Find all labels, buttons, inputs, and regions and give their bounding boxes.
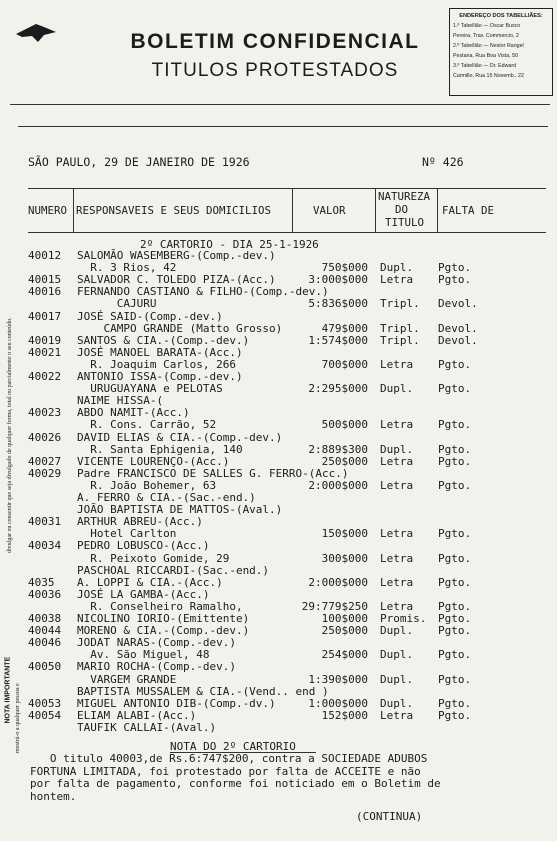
col-divider bbox=[73, 188, 74, 233]
row-responsavel: MARIO ROCHA-(Comp.-dev.) bbox=[77, 660, 236, 674]
row-valor: 3:000$000 bbox=[308, 273, 368, 287]
row-number: 40031 bbox=[28, 515, 62, 529]
side-label: NOTA IMPORTANTE bbox=[4, 656, 12, 724]
row-falta: Pgto. bbox=[438, 648, 472, 662]
row-responsavel: Av. São Miguel, 48 bbox=[77, 648, 210, 662]
row-falta: Pgto. bbox=[438, 418, 472, 432]
row-natureza: Letra bbox=[380, 599, 414, 613]
bulletin-number: Nº 426 bbox=[422, 155, 464, 169]
row-number: 40046 bbox=[28, 636, 62, 650]
row-falta: Pgto. bbox=[438, 551, 472, 565]
row-valor: 5:836$000 bbox=[308, 297, 368, 311]
row-number: 40044 bbox=[28, 624, 62, 638]
header-divider-2 bbox=[18, 126, 548, 127]
row-valor: 100$000 bbox=[321, 612, 368, 625]
tabelliaes-address-box bbox=[449, 8, 553, 96]
row-valor: 500$000 bbox=[321, 418, 368, 432]
row-valor: 1:574$000 bbox=[308, 333, 368, 347]
row-number: 40015 bbox=[28, 273, 62, 287]
row-responsavel: SANTOS & CIA.-(Comp.-dev.) bbox=[77, 333, 250, 347]
row-valor: 750$000 bbox=[321, 261, 368, 275]
col-header-responsaveis: RESPONSAVEIS E SEUS DOMICILIOS bbox=[76, 204, 272, 217]
boletim-title: BOLETIM CONFIDENCIAL bbox=[130, 30, 420, 53]
row-falta: Devol. bbox=[438, 297, 478, 311]
row-responsavel: A. LOPPI & CIA.-(Acc.) bbox=[77, 575, 223, 589]
row-responsavel: ELIAM ALABI-(Acc.) bbox=[77, 708, 197, 722]
row-falta: Pgto. bbox=[438, 575, 472, 589]
row-natureza: Dupl. bbox=[380, 442, 414, 456]
address-line: 2.º Tabellião — Nestor Rangel bbox=[453, 43, 524, 49]
date-line: SÃO PAULO, 29 DE JANEIRO DE 1926 bbox=[28, 155, 250, 169]
row-natureza: Letra bbox=[380, 273, 414, 287]
row-natureza: Dupl. bbox=[380, 624, 414, 638]
col-header-natureza: NATUREZA bbox=[378, 190, 431, 203]
row-falta: Devol. bbox=[438, 333, 478, 347]
row-responsavel: R. Conselheiro Ramalho, bbox=[77, 599, 243, 613]
row-falta: Pgto. bbox=[438, 454, 472, 468]
row-responsavel: NICOLINO IORIO-(Emittente) bbox=[77, 612, 250, 625]
row-responsavel: BAPTISTA MUSSALEM & CIA.-(Vend.. end ) bbox=[77, 684, 329, 698]
row-natureza: Letra bbox=[380, 708, 414, 722]
row-responsavel: R. Santa Ephigenia, 140 bbox=[77, 442, 243, 456]
row-natureza: Tripl. bbox=[380, 321, 420, 335]
row-valor: 2:889$300 bbox=[308, 442, 368, 456]
row-valor: 1:000$000 bbox=[308, 696, 368, 710]
row-valor: 254$000 bbox=[321, 648, 368, 662]
row-natureza: Letra bbox=[380, 551, 414, 565]
row-natureza: Letra bbox=[380, 454, 414, 468]
row-falta: Pgto. bbox=[438, 527, 472, 541]
row-natureza: Letra bbox=[380, 478, 414, 492]
row-responsavel: ABDO NAMIT-(Acc.) bbox=[77, 406, 190, 420]
row-falta: Pgto. bbox=[438, 672, 472, 686]
row-falta: Pgto. bbox=[438, 273, 472, 287]
row-natureza: Letra bbox=[380, 418, 414, 432]
row-falta: Pgto. bbox=[438, 478, 472, 492]
col-divider bbox=[375, 188, 376, 233]
row-responsavel: SALVADOR C. TOLEDO PIZA-(Acc.) bbox=[77, 273, 276, 287]
row-responsavel: R. João Bohemer, 63 bbox=[77, 478, 217, 492]
row-responsavel: A. FERRO & CIA.-(Sac.-end.) bbox=[77, 491, 256, 504]
row-natureza: Dupl. bbox=[380, 261, 414, 275]
row-falta: Pgto. bbox=[438, 357, 472, 371]
row-falta: Pgto. bbox=[438, 612, 472, 625]
col-header-natureza-titulo: TITULO bbox=[385, 216, 425, 229]
row-number: 4035 bbox=[28, 575, 55, 589]
row-valor: 150$000 bbox=[321, 527, 368, 541]
row-valor: 479$000 bbox=[321, 321, 368, 335]
address-line: Pereira, Trav. Commercio, 2 bbox=[453, 33, 519, 39]
col-divider bbox=[292, 188, 293, 233]
row-natureza: Letra bbox=[380, 357, 414, 371]
side-notice: divulgar ou consentir que seja divulgado de qualquer forma, total ou parcialmente o seu conteúdo. bbox=[7, 317, 13, 553]
row-responsavel: DAVID ELIAS & CIA.-(Comp.-dev.) bbox=[77, 430, 283, 444]
note-title: NOTA DO 2º CARTORIO bbox=[170, 740, 296, 753]
row-number: 40017 bbox=[28, 309, 62, 323]
row-natureza: Letra bbox=[380, 527, 414, 541]
row-valor: 300$000 bbox=[321, 551, 368, 565]
row-responsavel: PASCHOAL RICCARDI-(Sac.-end.) bbox=[77, 563, 270, 577]
row-natureza: Tripl. bbox=[380, 297, 420, 311]
col-header-valor: VALOR bbox=[313, 204, 346, 217]
row-number: 40034 bbox=[28, 539, 62, 553]
row-valor: 250$000 bbox=[321, 624, 368, 638]
row-number: 40016 bbox=[28, 285, 62, 299]
row-falta: Pgto. bbox=[438, 382, 472, 396]
address-line: 3.º Tabellião — Dr. Edward bbox=[453, 63, 517, 69]
row-responsavel: R. Peixoto Gomide, 29 bbox=[77, 551, 230, 565]
row-responsavel: JOSÉ MANOEL BARATA-(Acc.) bbox=[77, 345, 243, 359]
row-valor: 250$000 bbox=[321, 454, 368, 468]
row-number: 40019 bbox=[28, 333, 62, 347]
address-line: Pestana, Rua Boa Vista, 50 bbox=[453, 53, 518, 59]
row-responsavel: PEDRO LOBUSCO-(Acc.) bbox=[77, 539, 210, 553]
address-box-heading: ENDEREÇO DOS TABELLIÃES: bbox=[459, 13, 543, 19]
row-falta: Pgto. bbox=[438, 624, 472, 638]
row-responsavel: MORENO & CIA.-(Comp.-dev.) bbox=[77, 624, 250, 638]
row-responsavel: TAUFIK CALLAI-(Aval.) bbox=[77, 720, 217, 734]
row-responsavel: R. Cons. Carrão, 52 bbox=[77, 418, 217, 432]
side-notice-2: mostrá-o a qualquer pessoa e bbox=[15, 683, 21, 753]
row-responsavel: JODAT NARAS-(Comp.-dev.) bbox=[77, 636, 236, 650]
row-natureza: Letra bbox=[380, 575, 414, 589]
row-natureza: Tripl. bbox=[380, 333, 420, 347]
row-number: 40027 bbox=[28, 454, 62, 468]
col-header-falta: FALTA DE bbox=[442, 204, 495, 217]
address-line: Carmillo, Rua 15 Novemb., 22 bbox=[453, 73, 524, 79]
row-number: 40012 bbox=[28, 249, 62, 262]
row-valor: 2:000$000 bbox=[308, 575, 368, 589]
row-natureza: Dupl. bbox=[380, 648, 414, 662]
table-top-rule bbox=[28, 188, 546, 189]
row-responsavel: R. Joaquim Carlos, 266 bbox=[77, 357, 236, 371]
row-responsavel: NAIME HISSA-( bbox=[77, 394, 164, 408]
row-responsavel: CAJURU bbox=[77, 297, 157, 311]
row-number: 40021 bbox=[28, 345, 62, 359]
row-natureza: Promis. bbox=[380, 612, 427, 625]
row-number: 40036 bbox=[28, 587, 62, 601]
row-valor: 152$000 bbox=[321, 708, 368, 722]
row-responsavel: FERNANDO CASTIANO & FILHO-(Comp.-dev.) bbox=[77, 285, 329, 299]
col-header-natureza-do: DO bbox=[395, 203, 409, 216]
row-natureza: Dupl. bbox=[380, 672, 414, 686]
row-valor: 2:295$000 bbox=[308, 382, 368, 396]
row-number: 40038 bbox=[28, 612, 62, 625]
row-number: 40022 bbox=[28, 370, 62, 383]
col-divider bbox=[437, 188, 438, 233]
row-responsavel: VICENTE LOURENÇO-(Acc.) bbox=[77, 454, 230, 468]
row-natureza: Dupl. bbox=[380, 382, 414, 396]
row-responsavel: MIGUEL ANTONIO DIB-(Comp.-dv.) bbox=[77, 696, 276, 710]
row-responsavel: SALOMÃO WASEMBERG-(Comp.-dev.) bbox=[77, 249, 276, 262]
row-number: 40026 bbox=[28, 430, 62, 444]
row-falta: Pgto. bbox=[438, 261, 472, 275]
row-falta: Pgto. bbox=[438, 599, 472, 613]
row-number: 40053 bbox=[28, 696, 62, 710]
row-responsavel: VARGEM GRANDE bbox=[77, 672, 177, 686]
note-text: O titulo 40003,de Rs.6:747$200, contra a SOCIEDADE ADUBOS FORTUNA LIMITADA, foi protestado por falta de ACCEITE e não por falta de pagamento, conforme foi noticiado em o Boletim de hontem. bbox=[30, 752, 441, 803]
row-number: 40029 bbox=[28, 466, 62, 480]
row-responsavel: Padre FRANCISCO DE SALLES G. FERRO-(Acc.) bbox=[77, 466, 349, 480]
section-heading: 2º CARTORIO - DIA 25-1-1926 bbox=[140, 238, 319, 251]
col-header-numero: NUMERO bbox=[28, 204, 68, 217]
row-valor: 29:779$250 bbox=[301, 599, 368, 613]
row-responsavel: JOSÉ LA GAMBA-(Acc.) bbox=[77, 587, 210, 601]
table-head-rule bbox=[28, 232, 546, 233]
row-valor: 700$000 bbox=[321, 357, 368, 371]
row-natureza: Dupl. bbox=[380, 696, 414, 710]
row-falta: Pgto. bbox=[438, 442, 472, 456]
row-responsavel: CAMPO GRANDE (Matto Grosso) bbox=[77, 321, 283, 335]
row-responsavel: JOÃO BAPTISTA DE MATTOS-(Aval.) bbox=[77, 503, 283, 517]
address-line: 1.º Tabellião — Oscar Busco bbox=[453, 23, 521, 29]
row-responsavel: URUGUAYANA e PELOTAS bbox=[77, 382, 223, 396]
row-valor: 1:390$000 bbox=[308, 672, 368, 686]
row-number: 40050 bbox=[28, 660, 62, 674]
row-responsavel: R. 3 Rios, 42 bbox=[77, 261, 177, 275]
row-number: 40054 bbox=[28, 708, 62, 722]
row-number: 40023 bbox=[28, 406, 62, 420]
continues-label: (CONTINUA) bbox=[356, 810, 423, 823]
boletim-subtitle: TITULOS PROTESTADOS bbox=[151, 60, 399, 81]
bird-logo-icon bbox=[14, 22, 58, 46]
row-responsavel: ANTONIO ISSA-(Comp.-dev.) bbox=[77, 370, 243, 383]
row-responsavel: JOSÉ SAID-(Comp.-dev.) bbox=[77, 309, 223, 323]
row-responsavel: ARTHUR ABREU-(Acc.) bbox=[77, 515, 203, 529]
row-valor: 2:000$000 bbox=[308, 478, 368, 492]
row-falta: Pgto. bbox=[438, 696, 472, 710]
row-falta: Pgto. bbox=[438, 708, 472, 722]
header-divider bbox=[10, 104, 550, 105]
row-responsavel: Hotel Carlton bbox=[77, 527, 177, 541]
row-falta: Devol. bbox=[438, 321, 478, 335]
